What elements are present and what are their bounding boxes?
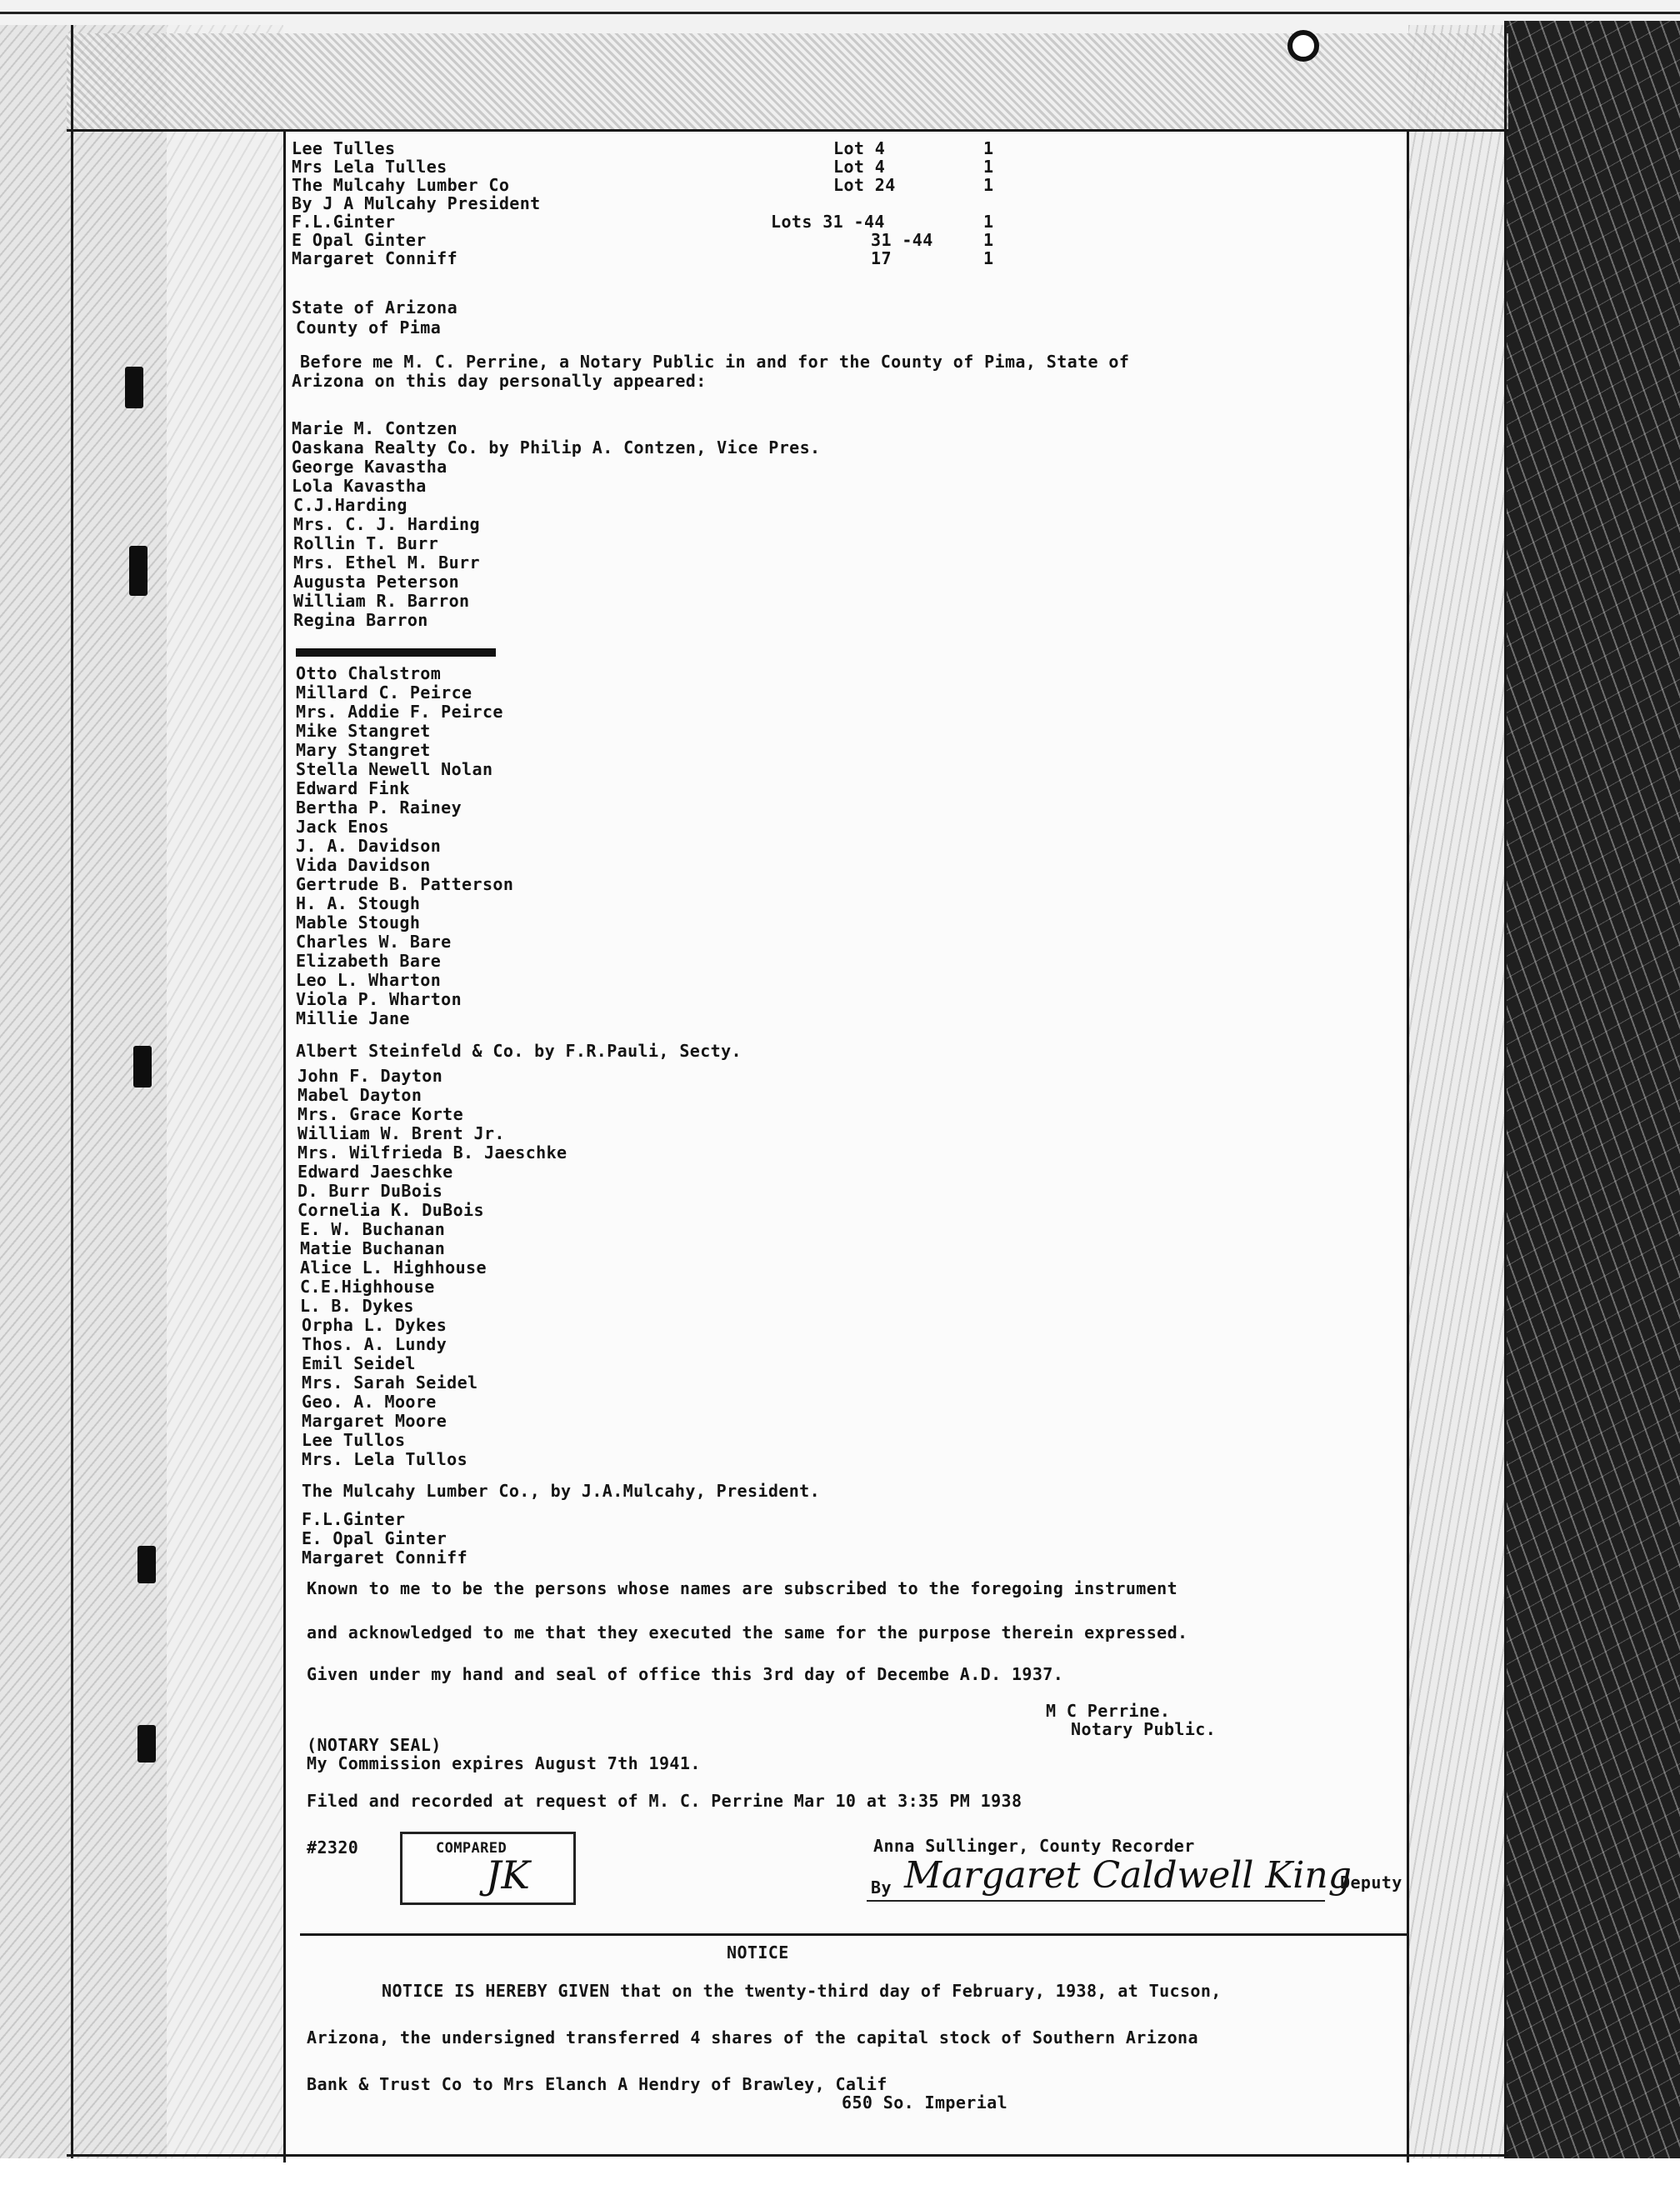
- person-name: Edward Jaeschke: [298, 1162, 453, 1182]
- person-name: Gertrude B. Patterson: [296, 874, 514, 894]
- deputy-label: Deputy: [1340, 1872, 1402, 1892]
- person-name: Orpha L. Dykes: [302, 1315, 448, 1335]
- notary-intro-line2: Arizona on this day personally appeared:: [292, 371, 707, 391]
- person-name: Otto Chalstrom: [296, 663, 442, 683]
- person-name: Mrs. C. J. Harding: [293, 514, 480, 534]
- binder-tab: [125, 367, 143, 408]
- person-name: John F. Dayton: [298, 1066, 443, 1086]
- lot-entry-lot: 31 -44: [871, 230, 933, 250]
- right-scan-margin: [1408, 25, 1504, 2158]
- notice-line1: NOTICE IS HEREBY GIVEN that on the twenty-third day of February, 1938, at Tucson,: [382, 1981, 1222, 2001]
- person-name: E. W. Buchanan: [300, 1219, 446, 1239]
- person-name: Marie M. Contzen: [292, 418, 458, 438]
- person-name: William W. Brent Jr.: [298, 1123, 505, 1143]
- person-name: Emil Seidel: [302, 1353, 416, 1373]
- person-name: D. Burr DuBois: [298, 1181, 443, 1201]
- person-name: Rollin T. Burr: [293, 533, 439, 553]
- person-name: Mary Stangret: [296, 740, 431, 760]
- person-name: C.E.Highhouse: [300, 1277, 435, 1297]
- lot-entry-num: 1: [983, 138, 994, 158]
- person-name: Alice L. Highhouse: [300, 1258, 487, 1278]
- notary-title: Notary Public.: [1071, 1719, 1217, 1739]
- person-name: C.J.Harding: [293, 495, 408, 515]
- left-scan-margin-inner: [167, 25, 283, 2158]
- top-border-line: [0, 12, 1680, 14]
- compared-stamp-text: COMPARED: [436, 1840, 508, 1857]
- person-name: Mrs. Grace Korte: [298, 1104, 464, 1124]
- person-name: Regina Barron: [293, 610, 428, 630]
- filing-record: Filed and recorded at request of M. C. Perrine Mar 10 at 3:35 PM 1938: [307, 1791, 1022, 1811]
- lot-entry-num: 1: [983, 248, 994, 268]
- person-name: E. Opal Ginter: [302, 1528, 448, 1548]
- person-name: William R. Barron: [293, 591, 470, 611]
- deputy-signature: Margaret Caldwell King: [904, 1854, 1352, 1897]
- person-name: Mrs. Lela Tullos: [302, 1449, 468, 1469]
- lot-entry-name: Margaret Conniff: [292, 248, 458, 268]
- venue-county: County of Pima: [296, 318, 442, 338]
- person-name: The Mulcahy Lumber Co., by J.A.Mulcahy, President.: [302, 1481, 821, 1501]
- frame-left-rule: [283, 129, 286, 2162]
- person-name: Cornelia K. DuBois: [298, 1200, 484, 1220]
- person-name: H. A. Stough: [296, 893, 421, 913]
- person-name: Edward Fink: [296, 778, 410, 798]
- bottom-scan-margin: [0, 2158, 1680, 2200]
- person-name: Mrs. Addie F. Peirce: [296, 702, 503, 722]
- binder-tab: [138, 1725, 156, 1762]
- person-name: Margaret Conniff: [302, 1548, 468, 1568]
- acknowledgement-line1: Known to me to be the persons whose names are subscribed to the foregoing instrument: [307, 1578, 1178, 1598]
- lot-entry-lot: 17: [871, 248, 892, 268]
- lot-entry-name: The Mulcahy Lumber Co: [292, 175, 510, 195]
- acknowledgement-line3: Given under my hand and seal of office this 3rd day of Decembe A.D. 1937.: [307, 1664, 1064, 1684]
- venue-state: State of Arizona: [292, 298, 458, 318]
- person-name: Lee Tullos: [302, 1430, 406, 1450]
- person-name: Charles W. Bare: [296, 932, 452, 952]
- lot-entry-lot: Lot 24: [833, 175, 896, 195]
- person-name: Viola P. Wharton: [296, 989, 462, 1009]
- notice-line2: Arizona, the undersigned transferred 4 shares of the capital stock of Southern Arizona: [307, 2028, 1198, 2048]
- compared-stamp: [400, 1832, 576, 1905]
- person-name: Millard C. Peirce: [296, 682, 472, 702]
- person-name: Mrs. Sarah Seidel: [302, 1372, 478, 1392]
- notary-name: M C Perrine.: [1046, 1701, 1171, 1721]
- person-name: Mrs. Ethel M. Burr: [293, 552, 480, 572]
- person-name: Mabel Dayton: [298, 1085, 422, 1105]
- struck-out-name: [296, 648, 496, 657]
- person-name: J. A. Davidson: [296, 836, 442, 856]
- notice-line3: Bank & Trust Co to Mrs Elanch A Hendry of Brawley, Calif: [307, 2074, 888, 2094]
- binder-tab: [138, 1546, 156, 1583]
- person-name: Augusta Peterson: [293, 572, 460, 592]
- person-name: Bertha P. Rainey: [296, 798, 462, 818]
- frame-right-rule-outer: [1504, 25, 1507, 2158]
- lot-entry-lot: Lot 4: [833, 157, 886, 177]
- person-name: Margaret Moore: [302, 1411, 448, 1431]
- signature-line: [867, 1900, 1325, 1902]
- person-name: Geo. A. Moore: [302, 1392, 437, 1412]
- notice-divider: [300, 1933, 1408, 1936]
- person-name: George Kavastha: [292, 457, 448, 477]
- by-label: By: [871, 1878, 892, 1898]
- notary-seal-label: (NOTARY SEAL): [307, 1735, 442, 1755]
- lot-entry-name: E Opal Ginter: [292, 230, 427, 250]
- right-scratched-edge: [1504, 21, 1680, 2162]
- person-name: Millie Jane: [296, 1008, 410, 1028]
- frame-left-rule-outer: [71, 25, 73, 2158]
- notary-commission: My Commission expires August 7th 1941.: [307, 1753, 701, 1773]
- person-name: Matie Buchanan: [300, 1238, 446, 1258]
- binder-tab: [133, 1046, 152, 1088]
- frame-bottom-rule: [67, 2154, 1508, 2157]
- binder-tab: [129, 546, 148, 596]
- person-name: Lola Kavastha: [292, 476, 427, 496]
- lot-entry-num: 1: [983, 212, 994, 232]
- lot-entry-name: By J A Mulcahy President: [292, 193, 541, 213]
- person-name: Mable Stough: [296, 912, 421, 932]
- notice-line4: 650 So. Imperial: [842, 2092, 1008, 2112]
- lot-entry-num: 1: [983, 175, 994, 195]
- person-name: Thos. A. Lundy: [302, 1334, 448, 1354]
- county-recorder: Anna Sullinger, County Recorder: [873, 1836, 1195, 1856]
- binding-hole: [1288, 30, 1319, 62]
- lot-entry-name: F.L.Ginter: [292, 212, 396, 232]
- person-name: Albert Steinfeld & Co. by F.R.Pauli, Secty.: [296, 1041, 742, 1061]
- person-name: Jack Enos: [296, 817, 389, 837]
- person-name: Stella Newell Nolan: [296, 759, 493, 779]
- lot-entry-num: 1: [983, 157, 994, 177]
- document-number: #2320: [307, 1838, 359, 1858]
- frame-right-rule: [1407, 129, 1409, 2162]
- acknowledgement-line2: and acknowledged to me that they executed the same for the purpose therein expressed.: [307, 1622, 1188, 1642]
- lot-entry-name: Lee Tulles: [292, 138, 396, 158]
- person-name: Vida Davidson: [296, 855, 431, 875]
- notice-title: NOTICE: [727, 1942, 789, 1962]
- person-name: Leo L. Wharton: [296, 970, 442, 990]
- person-name: Mrs. Wilfrieda B. Jaeschke: [298, 1142, 568, 1162]
- person-name: L. B. Dykes: [300, 1296, 414, 1316]
- person-name: Mike Stangret: [296, 721, 431, 741]
- lot-entry-num: 1: [983, 230, 994, 250]
- person-name: Elizabeth Bare: [296, 951, 442, 971]
- lot-entry-lot: Lots 31 -44: [771, 212, 885, 232]
- lot-entry-lot: Lot 4: [833, 138, 886, 158]
- person-name: Oaskana Realty Co. by Philip A. Contzen, Vice Pres.: [292, 438, 821, 458]
- left-scan-margin: [0, 25, 167, 2158]
- lot-entry-name: Mrs Lela Tulles: [292, 157, 448, 177]
- notary-intro-line1: Before me M. C. Perrine, a Notary Public in and for the County of Pima, State of: [300, 352, 1130, 372]
- stamp-initials: JK: [486, 1852, 530, 1898]
- person-name: F.L.Ginter: [302, 1509, 406, 1529]
